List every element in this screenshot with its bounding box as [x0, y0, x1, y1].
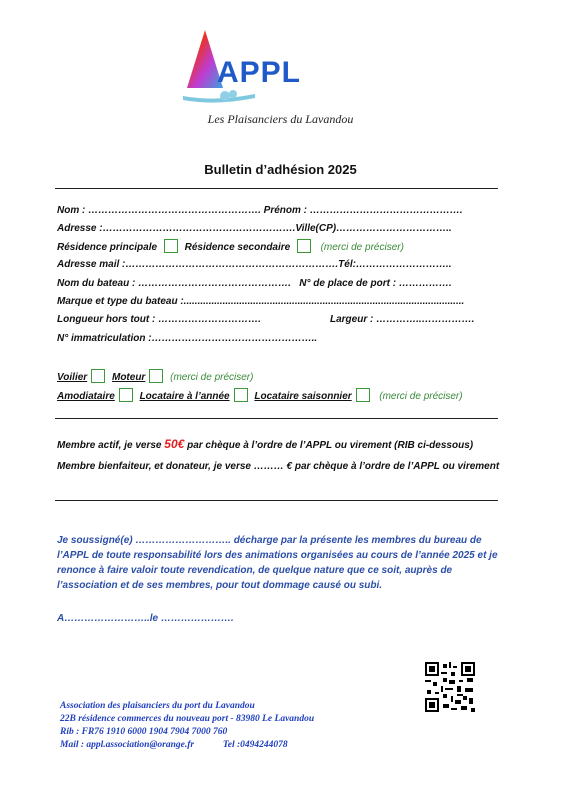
row-marque — [57, 296, 464, 307]
residence-secondaire-label: Résidence secondaire — [184, 242, 291, 253]
appl-logo — [175, 28, 335, 108]
voilier-label: Voilier — [57, 372, 88, 383]
footer-mail[interactable]: Mail : appl.association@orange.fr — [60, 740, 195, 750]
row-bateau — [57, 278, 452, 289]
footer-address — [60, 700, 314, 752]
divider — [55, 418, 498, 419]
qr-code-icon — [425, 662, 475, 712]
footer-line-address: 22B résidence commerces du nouveau port - 83980 Le Lavandou — [60, 714, 315, 724]
locataire-saisonnier-label: Locataire saisonnier — [254, 391, 352, 402]
largeur-field[interactable]: Largeur : …………..……………. — [330, 314, 475, 325]
locataire-annee-checkbox[interactable] — [234, 388, 248, 402]
footer-line-association: Association des plaisanciers du port du Lavandou — [60, 701, 255, 711]
footer-tel[interactable]: Tel :0494244078 — [222, 740, 288, 750]
merci-note: (merci de préciser) — [379, 391, 463, 402]
moteur-label: Moteur — [111, 372, 146, 383]
row-residence — [57, 239, 404, 253]
membre-actif-text-end: par chèque à l’ordre de l’APPL ou virement (RIB ci-dessous) — [184, 440, 474, 451]
tagline: Les Plaisanciers du Lavandou — [207, 112, 354, 126]
row-nom — [57, 205, 463, 216]
marque-field[interactable]: Marque et type du bateau :..................................................................................................... — [57, 296, 465, 307]
footer-line-rib: Rib : FR76 1910 6000 1904 7904 7000 760 — [60, 727, 228, 737]
ville-field[interactable]: Ville(CP)…………………………….. — [295, 223, 452, 234]
row-statut — [57, 388, 463, 402]
declaration-text: Je soussigné(e) ……………………….. décharge par la présente les membres du bureau de l’APPL de toute responsabilité lors des animations organisées au cours de l’année 2025 et je renonce à faire valoir toute revendication, de quelque nature que ce soit, auprès de l’association et de ses membres, pour tout dommage causé ou subi. — [57, 535, 498, 591]
signature-line[interactable]: A……………………..le …………………. — [57, 613, 234, 624]
merci-note: (merci de préciser) — [170, 372, 254, 383]
divider — [55, 188, 498, 189]
nom-bateau-field[interactable]: Nom du bateau : ………………………………………. — [57, 278, 291, 289]
place-port-field[interactable]: N° de place de port : ……………. — [299, 278, 452, 289]
locataire-saisonnier-checkbox[interactable] — [356, 388, 370, 402]
membre-actif — [57, 436, 502, 454]
row-longueur — [57, 314, 261, 325]
merci-note: (merci de préciser) — [320, 242, 404, 253]
residence-secondaire-checkbox[interactable] — [297, 239, 311, 253]
locataire-annee-label: Locataire à l’année — [139, 391, 230, 402]
divider — [55, 500, 498, 501]
amodiataire-checkbox[interactable] — [119, 388, 133, 402]
footer-line-contact — [60, 739, 314, 752]
voilier-checkbox[interactable] — [91, 369, 105, 383]
residence-principale-label: Résidence principale — [57, 242, 158, 253]
row-mail — [57, 259, 452, 270]
email-field[interactable]: Adresse mail :………………………………………………………. — [57, 259, 339, 270]
nom-field[interactable]: Nom : ……………………………………………. — [57, 205, 261, 216]
row-immatriculation — [57, 333, 317, 344]
prenom-field[interactable]: Prénom : ………………………………………. — [263, 205, 463, 216]
adresse-field[interactable]: Adresse :…………………………………………………. — [57, 223, 296, 234]
page-title: Bulletin d’adhésion 2025 — [204, 162, 357, 177]
row-type-bateau — [57, 369, 253, 383]
amodiataire-label: Amodiataire — [57, 391, 115, 402]
row-largeur — [330, 314, 474, 325]
longueur-field[interactable]: Longueur hors tout : …………………………. — [57, 314, 261, 325]
membre-bienfaiteur: Membre bienfaiteur, et donateur, je verse ……… € par chèque à l’ordre de l’APPL ou virement — [57, 461, 500, 472]
logo-text: APPL — [217, 56, 302, 89]
tel-field[interactable]: Tél:……………………….. — [338, 259, 452, 270]
residence-principale-checkbox[interactable] — [164, 239, 178, 253]
cotisation-amount: 50€ — [164, 437, 185, 451]
row-adresse — [57, 223, 452, 234]
immatriculation-field[interactable]: N° immatriculation :………………………………………….. — [57, 333, 318, 344]
moteur-checkbox[interactable] — [149, 369, 163, 383]
membre-actif-text: Membre actif, je verse — [57, 440, 165, 451]
